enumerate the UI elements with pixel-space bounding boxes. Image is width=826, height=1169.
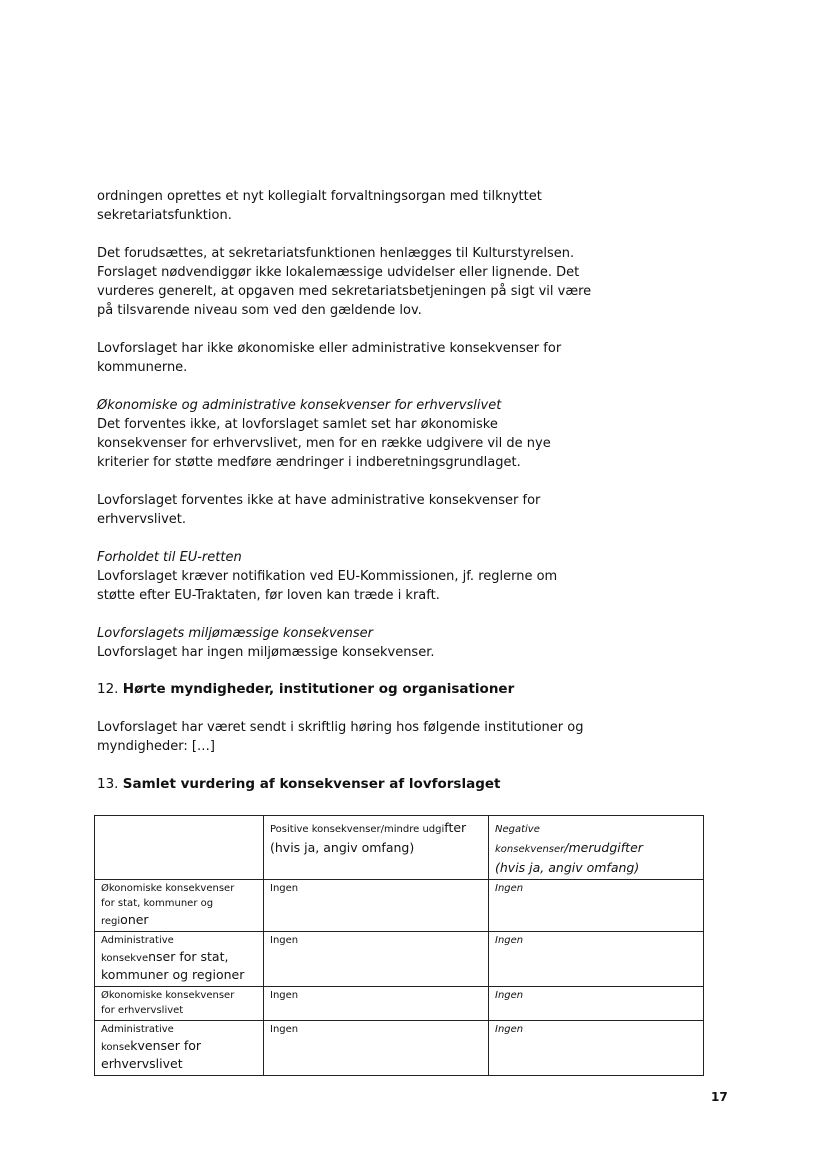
section-13-heading xyxy=(97,775,500,794)
text-line: Det forudsættes, at sekretariatsfunktionen henlægges til Kulturstyrelsen. xyxy=(97,246,575,261)
section-title: Samlet vurdering af konsekvenser af lovforslaget xyxy=(122,776,501,792)
paragraph-environment xyxy=(97,624,657,662)
row-label: Administrative konsekvenser for stat, kommuner og regioner xyxy=(95,932,264,987)
text-line: støtte efter EU-Traktaten, før loven kan træde i kraft. xyxy=(97,588,440,603)
text-line: Lovforslaget har ingen miljømæssige konsekvenser. xyxy=(97,645,435,660)
paragraph-municipalities xyxy=(97,339,657,377)
paragraph-eu-law xyxy=(97,548,657,605)
cell-negative: Ingen xyxy=(489,880,704,932)
table-row xyxy=(95,1021,704,1076)
text-line: kriterier for støtte medføre ændringer i indberetningsgrundlaget. xyxy=(97,455,521,470)
text-line: på tilsvarende niveau som ved den gældende lov. xyxy=(97,303,422,318)
text-line: Forslaget nødvendiggør ikke lokalemæssige udvidelser eller lignende. Det xyxy=(97,265,580,280)
header-empty-cell xyxy=(95,816,264,880)
text-line: ordningen oprettes et nyt kollegialt forvaltningsorgan med tilknyttet xyxy=(97,189,542,204)
table-header-row xyxy=(95,816,704,880)
paragraph-business-economic xyxy=(97,396,657,472)
cell-positive: Ingen xyxy=(264,932,489,987)
header-negative: Negative konsekvenser/merudgifter (hvis ja, angiv omfang) xyxy=(489,816,704,880)
text-line: kommunerne. xyxy=(97,360,188,375)
text-line: Det forventes ikke, at lovforslaget samlet set har økonomiske xyxy=(97,417,498,432)
subheading-eu: Forholdet til EU-retten xyxy=(97,550,242,565)
row-label: Økonomiske konsekvenser for stat, kommuner og regioner xyxy=(95,880,264,932)
paragraph-secretariat xyxy=(97,244,657,320)
cell-positive: Ingen xyxy=(264,987,489,1021)
header-positive: Positive konsekvenser/mindre udgifter (hvis ja, angiv omfang) xyxy=(264,816,489,880)
cell-negative: Ingen xyxy=(489,932,704,987)
text-line: vurderes generelt, at opgaven med sekretariatsbetjeningen på sigt vil være xyxy=(97,284,592,299)
subheading-business: Økonomiske og administrative konsekvenser for erhvervslivet xyxy=(97,398,502,413)
subheading-environment: Lovforslagets miljømæssige konsekvenser xyxy=(97,626,374,641)
row-label: Administrative konsekvenser for erhvervslivet xyxy=(95,1021,264,1076)
section-number: 13. xyxy=(97,776,119,792)
cell-positive: Ingen xyxy=(264,880,489,932)
table-row xyxy=(95,987,704,1021)
text-line: Lovforslaget har været sendt i skriftlig høring hos følgende institutioner og xyxy=(97,720,584,735)
table-row xyxy=(95,880,704,932)
text-line: Lovforslaget har ikke økonomiske eller administrative konsekvenser for xyxy=(97,341,562,356)
paragraph-hearing xyxy=(97,718,657,756)
cell-positive: Ingen xyxy=(264,1021,489,1076)
page-number: 17 xyxy=(711,1090,728,1104)
text-line: myndigheder: […] xyxy=(97,739,215,754)
paragraph-business-admin xyxy=(97,491,657,529)
section-12-heading xyxy=(97,680,514,699)
text-line: konsekvenser for erhvervslivet, men for en række udgivere vil de nye xyxy=(97,436,551,451)
section-number: 12. xyxy=(97,681,119,697)
section-title: Hørte myndigheder, institutioner og organisationer xyxy=(122,681,515,697)
consequences-table xyxy=(94,815,704,1076)
text-line: sekretariatsfunktion. xyxy=(97,208,232,223)
cell-negative: Ingen xyxy=(489,987,704,1021)
table-row xyxy=(95,932,704,987)
row-label: Økonomiske konsekvenser for erhvervslivet xyxy=(95,987,264,1021)
text-line: erhvervslivet. xyxy=(97,512,187,527)
text-line: Lovforslaget forventes ikke at have administrative konsekvenser for xyxy=(97,493,541,508)
cell-negative: Ingen xyxy=(489,1021,704,1076)
paragraph-organ xyxy=(97,187,657,225)
text-line: Lovforslaget kræver notifikation ved EU-Kommissionen, jf. reglerne om xyxy=(97,569,558,584)
